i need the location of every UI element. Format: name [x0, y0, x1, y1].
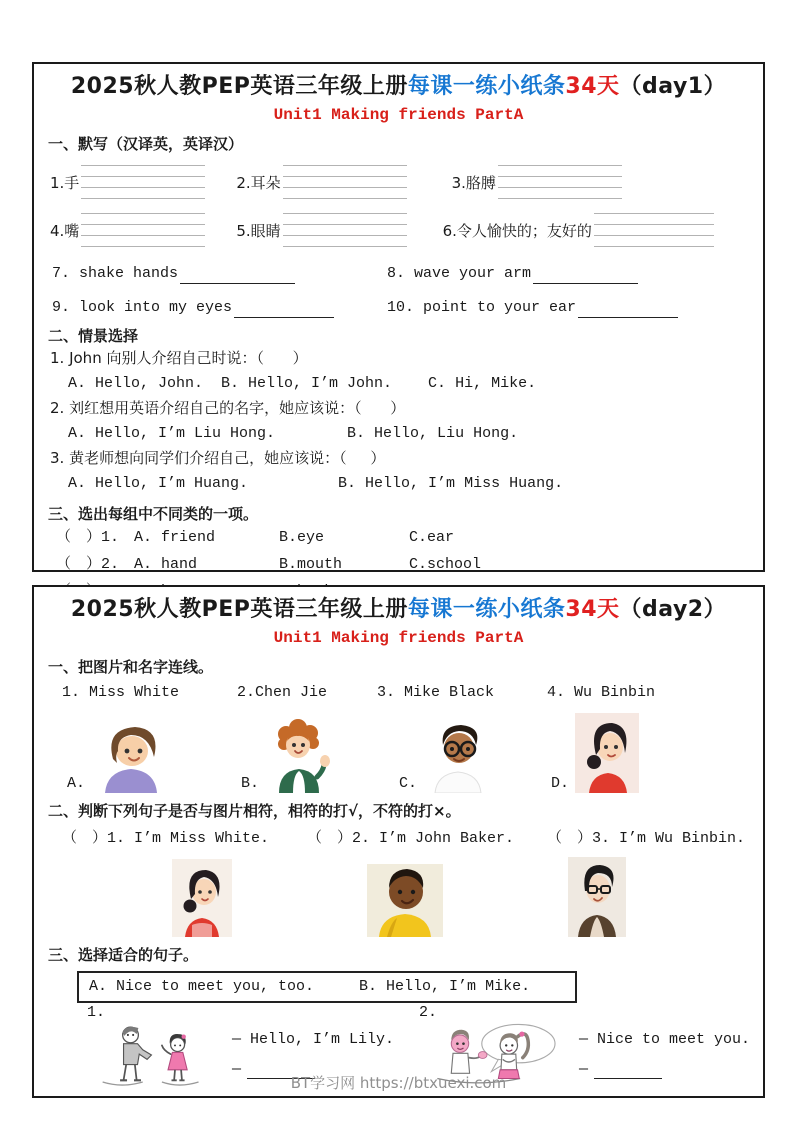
- phrase-label: 10. point to your ear: [387, 299, 577, 316]
- question-options: A. Hello, I’m Liu Hong. B. Hello, Liu Hong.: [68, 425, 519, 442]
- four-line-writing-grid: [498, 165, 622, 199]
- scene-number: 2.: [419, 1004, 438, 1021]
- phrase-row-1: [52, 264, 763, 284]
- worksheet-card-day1: [32, 62, 765, 572]
- phrase-label: 8. wave your arm: [387, 265, 532, 282]
- phrase-item: [387, 298, 722, 318]
- option-a: A. friend: [134, 529, 216, 546]
- dialogue-dash: —: [232, 1061, 242, 1078]
- judge-statements-row: [62, 829, 763, 849]
- dictation-row-1: [50, 162, 763, 202]
- judge-image-boy-yellow: [367, 864, 443, 937]
- option-a: A. hand: [134, 556, 198, 573]
- title-blue-part: 每课一练小纸条: [407, 597, 566, 622]
- scene-2-dialogue: [579, 1031, 750, 1079]
- title-blue-part: 每课一练小纸条: [407, 74, 566, 99]
- option-b: B.mouth: [279, 556, 343, 573]
- four-line-writing-grid: [283, 213, 407, 247]
- answer-blank: [533, 270, 638, 284]
- dictation-item: [50, 165, 205, 199]
- section-header-odd-one-out: 三、选出每组中不同类的一项。: [48, 505, 259, 523]
- four-line-writing-grid: [81, 213, 205, 247]
- four-line-writing-grid: [283, 165, 407, 199]
- matching-name: 2.Chen Jie: [237, 684, 328, 701]
- answer-blank: [578, 304, 678, 318]
- matching-avatars-row: [67, 711, 763, 793]
- avatar-a-image: [91, 721, 171, 793]
- phrase-item: [52, 298, 387, 318]
- dictation-label: 2.耳朵: [236, 173, 281, 192]
- answer-blank: [234, 304, 334, 318]
- phrase-label: 7. shake hands: [52, 265, 179, 282]
- page-title-day1: [34, 72, 763, 102]
- avatar-group-d: [551, 713, 639, 793]
- four-line-writing-grid: [594, 213, 714, 247]
- dictation-label: 3.胳膊: [451, 173, 496, 192]
- option-c: C.school: [409, 556, 482, 573]
- phrase-item: [52, 264, 387, 284]
- dialogue-dash: —: [579, 1061, 589, 1078]
- avatar-letter: A.: [67, 775, 86, 792]
- question-text: 3. 黄老师想向同学们介绍自己，她应该说：（ ）: [50, 449, 386, 467]
- unit-subtitle: Unit1 Making friends PartA: [273, 629, 524, 647]
- matching-name: 3. Mike Black: [377, 684, 495, 701]
- odd-one-out-row: [56, 524, 763, 551]
- title-day-part: （day1）: [619, 74, 727, 99]
- avatar-d-image: [575, 713, 639, 793]
- page-title-day2: [34, 595, 763, 625]
- judge-image-girl: [172, 859, 232, 937]
- dictation-item: [236, 165, 406, 199]
- site-watermark: BT学习网 https://btxuexi.com: [290, 1074, 507, 1092]
- dictation-label: 4.嘴: [50, 221, 80, 240]
- avatar-b-image: [265, 715, 333, 793]
- unit-subtitle: Unit1 Making friends PartA: [273, 106, 524, 124]
- phrase-label: 9. look into my eyes: [52, 299, 233, 316]
- avatar-letter: D.: [551, 775, 570, 792]
- option-b: B.eye: [279, 529, 325, 546]
- dictation-label: 1.手: [50, 173, 80, 192]
- four-line-writing-grid: [81, 165, 205, 199]
- judge-statement: （ ）2. I’m John Baker.: [307, 830, 515, 847]
- title-day-part: （day2）: [619, 597, 727, 622]
- worksheet-card-day2: [32, 585, 765, 1098]
- matching-names-row: [62, 683, 763, 703]
- judge-statement: （ ）1. I’m Miss White.: [62, 830, 270, 847]
- dictation-label: 6.令人愉快的；友好的: [442, 221, 592, 240]
- dialogue-line: — Nice to meet you.: [579, 1031, 751, 1048]
- avatar-group-c: [399, 718, 493, 793]
- avatar-letter: B.: [241, 775, 260, 792]
- phrase-item: [387, 264, 722, 284]
- dictation-item: [50, 213, 205, 247]
- section-header-matching: 一、把图片和名字连线。: [48, 658, 214, 676]
- odd-one-out-row: [56, 551, 763, 578]
- scene-1-dialogue: [232, 1031, 394, 1079]
- dictation-item: [236, 213, 406, 247]
- phrase-row-2: [52, 298, 763, 318]
- matching-name: 4. Wu Binbin: [547, 684, 656, 701]
- title-black-part: 2025秋人教PEP英语三年级上册: [70, 597, 408, 622]
- answer-brackets: （ ）1.: [56, 529, 120, 546]
- title-red-part: 34天: [565, 597, 620, 622]
- question-text: 1. John 向别人介绍自己时说：（ ）: [50, 349, 308, 367]
- dictation-item: [452, 165, 622, 199]
- judge-image-man-glasses: [568, 857, 626, 937]
- avatar-letter: C.: [399, 775, 418, 792]
- title-black-part: 2025秋人教PEP英语三年级上册: [70, 74, 408, 99]
- dictation-row-2: [50, 210, 763, 250]
- answer-brackets: （ ）2.: [56, 556, 120, 573]
- judge-images-row: [172, 855, 763, 937]
- avatar-group-b: [241, 715, 333, 793]
- avatar-c-image: [423, 718, 493, 793]
- section-header-dictation: 一、默写（汉译英，英译汉）: [48, 135, 244, 153]
- scene-number: 1.: [87, 1004, 106, 1021]
- sentence-options-box: A. Nice to meet you, too. B. Hello, I’m Mike.: [77, 971, 577, 1003]
- question-options: A. Hello, I’m Huang. B. Hello, I’m Miss Huang.: [68, 475, 564, 492]
- title-red-part: 34天: [565, 74, 620, 99]
- answer-blank: [180, 270, 295, 284]
- judge-statement: （ ）3. I’m Wu Binbin.: [547, 830, 746, 847]
- dictation-item: [443, 213, 714, 247]
- section-header-judge: 二、判断下列句子是否与图片相符，相符的打√，不符的打×。: [48, 802, 461, 820]
- matching-name: 1. Miss White: [62, 684, 180, 701]
- section-header-choose: 三、选择适合的句子。: [48, 946, 199, 964]
- dialogue-line: — Hello, I’m Lily.: [232, 1031, 395, 1048]
- avatar-group-a: [67, 721, 171, 793]
- section-header-situational: 二、情景选择: [48, 327, 139, 345]
- question-options: A. Hello, John. B. Hello, I’m John. C. Hi, Mike.: [68, 375, 537, 392]
- dictation-label: 5.眼睛: [236, 221, 281, 240]
- option-c: C.ear: [409, 529, 455, 546]
- question-text: 2. 刘红想用英语介绍自己的名字，她应该说：（ ）: [50, 399, 406, 417]
